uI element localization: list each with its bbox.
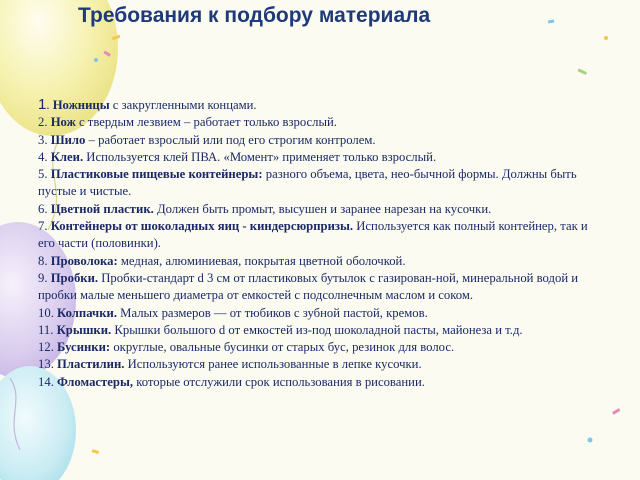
list-item: 1. Ножницы с закругленными концами. (38, 96, 257, 113)
list-item: 6. Цветной пластик. Должен быть промыт, высушен и заранее нарезан на кусочки. (38, 201, 492, 216)
list-item: 9. Пробки. Пробки-стандарт d 3 см от пластиковых бутылок с газирован-ной, минеральной водой и пробки малые меньшего диаметра от емкостей с подсолнечным маслом и соком. (38, 270, 579, 303)
list-item: 12. Бусинки: округлые, овальные бусинки от старых бус, резинок для волос. (38, 340, 455, 355)
list-item: 4. Клеи. Используется клей ПВА. «Момент» применяет только взрослый. (38, 149, 437, 164)
list-item: 14. Фломастеры, которые отслужили срок использования в рисовании. (38, 374, 425, 389)
list-item: 8. Проволока: медная, алюминиевая, покрытая цветной оболочкой. (38, 253, 406, 268)
list-item: 7. Контейнеры от шоколадных яиц - киндерсюрпризы. Используется как полный контейнер, так и его части (половинки). (38, 219, 588, 251)
requirements-list (38, 96, 598, 391)
list-item: 11. Крышки. Крышки большого d от емкостей из-под шоколадной пасты, майонеза и т.д. (38, 322, 523, 337)
list-item: 2. Нож с твердым лезвием – работает только взрослый. (38, 115, 337, 130)
list-item: 5. Пластиковые пищевые контейнеры: разного объема, цвета, нео-бычной формы. Должны быть пустые и чистые. (38, 167, 577, 199)
list-item: 13. Пластилин. Используются ранее использованные в лепке кусочки. (38, 357, 422, 372)
page-title: Требования к подбору материала (78, 4, 431, 27)
list-item: 3. Шило – работает взрослый или под его строгим контролем. (38, 132, 376, 147)
list-item: 10. Колпачки. Малых размеров — от тюбиков с зубной пастой, кремов. (38, 305, 428, 320)
